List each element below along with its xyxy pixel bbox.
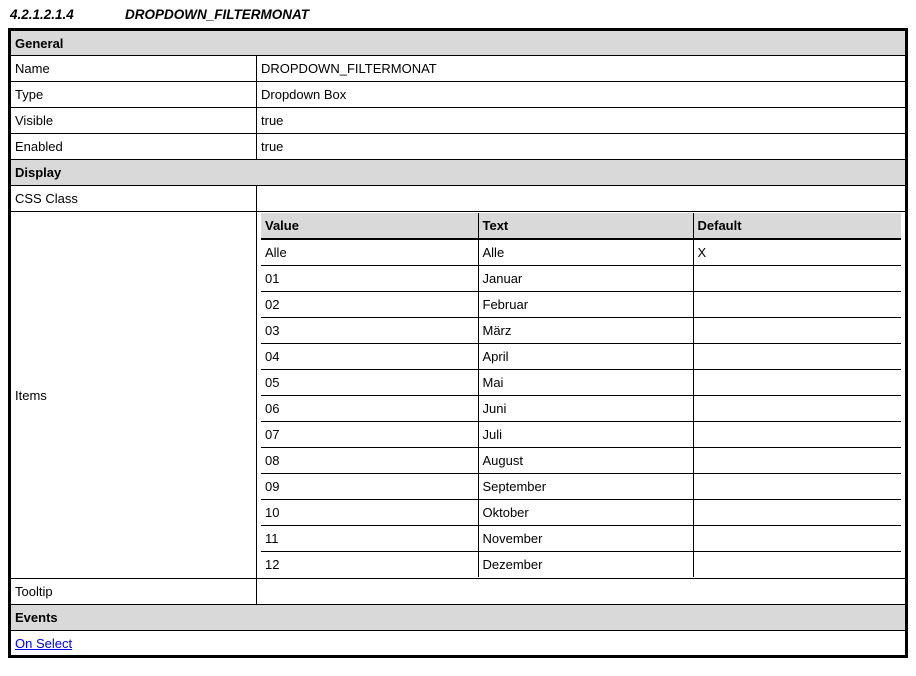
items-column-header-default: Default (693, 213, 901, 239)
properties-table (8, 28, 908, 658)
property-value-type: Dropdown Box (257, 82, 907, 108)
heading-title: DROPDOWN_FILTERMONAT (125, 7, 309, 22)
item-row-11 (261, 525, 901, 551)
item-row-02 (261, 291, 901, 317)
items-header-row (261, 213, 901, 239)
item-value-cell: 03 (261, 317, 478, 343)
property-label-visible: Visible (10, 108, 257, 134)
item-value-cell: 11 (261, 525, 478, 551)
item-default-cell (693, 265, 901, 291)
property-label-type: Type (10, 82, 257, 108)
item-default-cell (693, 317, 901, 343)
property-label-enabled: Enabled (10, 134, 257, 160)
item-row-05 (261, 369, 901, 395)
property-value-enabled: true (257, 134, 907, 160)
item-text-cell: Juni (478, 395, 693, 421)
item-text-cell: September (478, 473, 693, 499)
property-label-css-class: CSS Class (10, 186, 257, 212)
event-row-on-select (10, 631, 907, 657)
property-row-enabled (10, 134, 907, 160)
item-default-cell (693, 499, 901, 525)
item-text-cell: Dezember (478, 551, 693, 577)
items-column-header-value: Value (261, 213, 478, 239)
section-label-events: Events (10, 605, 907, 631)
item-default-cell: X (693, 239, 901, 265)
item-default-cell (693, 395, 901, 421)
item-value-cell: 04 (261, 343, 478, 369)
item-row-04 (261, 343, 901, 369)
item-default-cell (693, 369, 901, 395)
item-text-cell: Februar (478, 291, 693, 317)
item-text-cell: Juli (478, 421, 693, 447)
section-row-display (10, 160, 907, 186)
item-value-cell: 05 (261, 369, 478, 395)
item-text-cell: Oktober (478, 499, 693, 525)
property-label-name: Name (10, 56, 257, 82)
property-row-visible (10, 108, 907, 134)
on-select-link[interactable]: On Select (15, 635, 73, 651)
section-heading (10, 7, 916, 22)
property-row-items (10, 212, 907, 579)
property-row-type (10, 82, 907, 108)
item-default-cell (693, 473, 901, 499)
item-text-cell: November (478, 525, 693, 551)
item-default-cell (693, 447, 901, 473)
property-row-name (10, 56, 907, 82)
item-row-09 (261, 473, 901, 499)
section-label-display: Display (10, 160, 907, 186)
item-value-cell: 01 (261, 265, 478, 291)
item-row-alle (261, 239, 901, 265)
property-value-name: DROPDOWN_FILTERMONAT (257, 56, 907, 82)
property-label-tooltip: Tooltip (10, 579, 257, 605)
property-value-visible: true (257, 108, 907, 134)
item-row-06 (261, 395, 901, 421)
property-label-items: Items (10, 212, 257, 579)
item-value-cell: 02 (261, 291, 478, 317)
item-value-cell: 12 (261, 551, 478, 577)
item-default-cell (693, 551, 901, 577)
item-value-cell: 08 (261, 447, 478, 473)
item-default-cell (693, 291, 901, 317)
item-text-cell: März (478, 317, 693, 343)
item-row-03 (261, 317, 901, 343)
property-value-css-class (257, 186, 907, 212)
section-row-general (10, 30, 907, 56)
item-text-cell: Mai (478, 369, 693, 395)
property-row-css-class (10, 186, 907, 212)
item-row-01 (261, 265, 901, 291)
item-text-cell: April (478, 343, 693, 369)
section-row-events (10, 605, 907, 631)
item-text-cell: August (478, 447, 693, 473)
item-row-08 (261, 447, 901, 473)
item-text-cell: Januar (478, 265, 693, 291)
property-value-tooltip (257, 579, 907, 605)
item-row-10 (261, 499, 901, 525)
item-default-cell (693, 525, 901, 551)
item-value-cell: 07 (261, 421, 478, 447)
property-row-tooltip (10, 579, 907, 605)
item-value-cell: 10 (261, 499, 478, 525)
item-value-cell: 09 (261, 473, 478, 499)
item-value-cell: 06 (261, 395, 478, 421)
section-label-general: General (10, 30, 907, 56)
item-text-cell: Alle (478, 239, 693, 265)
items-table (261, 213, 901, 577)
item-default-cell (693, 343, 901, 369)
heading-number: 4.2.1.2.1.4 (10, 7, 74, 22)
item-default-cell (693, 421, 901, 447)
item-row-07 (261, 421, 901, 447)
item-value-cell: Alle (261, 239, 478, 265)
items-column-header-text: Text (478, 213, 693, 239)
item-row-12 (261, 551, 901, 577)
